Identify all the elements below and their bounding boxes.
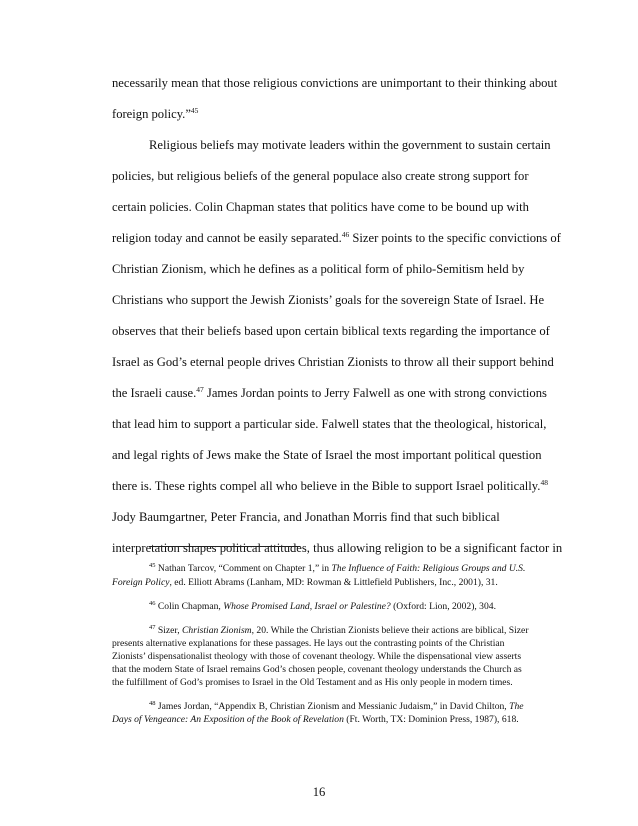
body-line: Religious beliefs may motivate leaders within the government to sustain certain [149, 138, 551, 152]
body-line: that lead him to support a particular side. Falwell states that the theological, historical, [112, 417, 547, 431]
footnote-47: $^{47}$ Sizer, Christian Zionism, 20. While the Christian Zionists believe their actions are biblical, Sizer [149, 624, 529, 636]
footnote-45: $^{45}$ Nathan Tarcov, “Comment on Chapter 1,” in The Influence of Faith: Religious Groups and U.S. [149, 562, 526, 574]
footnote-ref: 46 [341, 230, 350, 239]
body-line: necessarily mean that those religious convictions are unimportant to their thinking about [112, 76, 558, 90]
body-line: certain policies. Colin Chapman states that politics have come to be bound up with [112, 200, 529, 214]
body-line: interpretation shapes political attitudes, thus allowing religion to be a significant factor in [112, 541, 563, 555]
page-number: 16 [312, 785, 326, 799]
body-line: observes that their beliefs based upon certain biblical texts regarding the importance of [112, 324, 550, 338]
body-line: Israel as God’s eternal people drives Christian Zionists to throw all their support behind [112, 355, 554, 369]
body-line: religion today and cannot be easily separated.$^{46}$ Sizer points to the specific convictions of [112, 230, 561, 245]
body-line: and legal rights of Jews make the State of Israel the most important political question [112, 448, 542, 462]
footnote-46: $^{46}$ Colin Chapman, Whose Promised Land, Israel or Palestine? (Oxford: Lion, 2002), 304. [149, 600, 496, 612]
body-line: the Israeli cause.$^{47}$ James Jordan points to Jerry Falwell as one with strong convictions [112, 385, 547, 400]
footnote-separator [149, 546, 300, 547]
footnote-ref: 47 [196, 385, 204, 394]
footnote-47-line: that the modern State of Israel remains God’s chosen people, covenant theology understands the Church as [112, 664, 522, 675]
footnote-45-line: Foreign Policy, ed. Elliott Abrams (Lanham, MD: Rowman & Littlefield Publishers, Inc., 2001), 31. [112, 577, 498, 588]
footnote-48-line: Days of Vengeance: An Exposition of the Book of Revelation (Ft. Worth, TX: Dominion Press, 1987), 618. [112, 714, 519, 725]
body-line: Christian Zionism, which he defines as a political form of philo-Semitism held by [112, 262, 525, 276]
body-line: policies, but religious beliefs of the general populace also create strong support for [112, 169, 529, 183]
body-line: Christians who support the Jewish Zionists’ goals for the sovereign State of Israel. He [112, 293, 545, 307]
footnote-ref: 45 [190, 106, 199, 115]
footnote-47-line: presents alternative explanations for these passages. He lays out the contrasting points of the Christian [112, 638, 505, 649]
footnote-48: $^{48}$ James Jordan, “Appendix B, Christian Zionism and Messianic Judaism,” in David Chilton, The [149, 700, 524, 712]
footnote-ref: 48 [540, 478, 548, 487]
body-line: there is. These rights compel all who believe in the Bible to support Israel politically.$^{48}$ [112, 478, 548, 493]
body-line: Jody Baumgartner, Peter Francia, and Jonathan Morris find that such biblical [112, 510, 500, 524]
body-line: foreign policy.”$^{45}$ [112, 106, 199, 121]
footnote-47-line: Zionists’ dispensationalist theology with those of covenant theology. While the dispensational view asserts [112, 651, 522, 662]
footnote-47-line: the fulfillment of God’s promises to Israel in the Old Testament and as His only people in modern times. [112, 677, 513, 688]
